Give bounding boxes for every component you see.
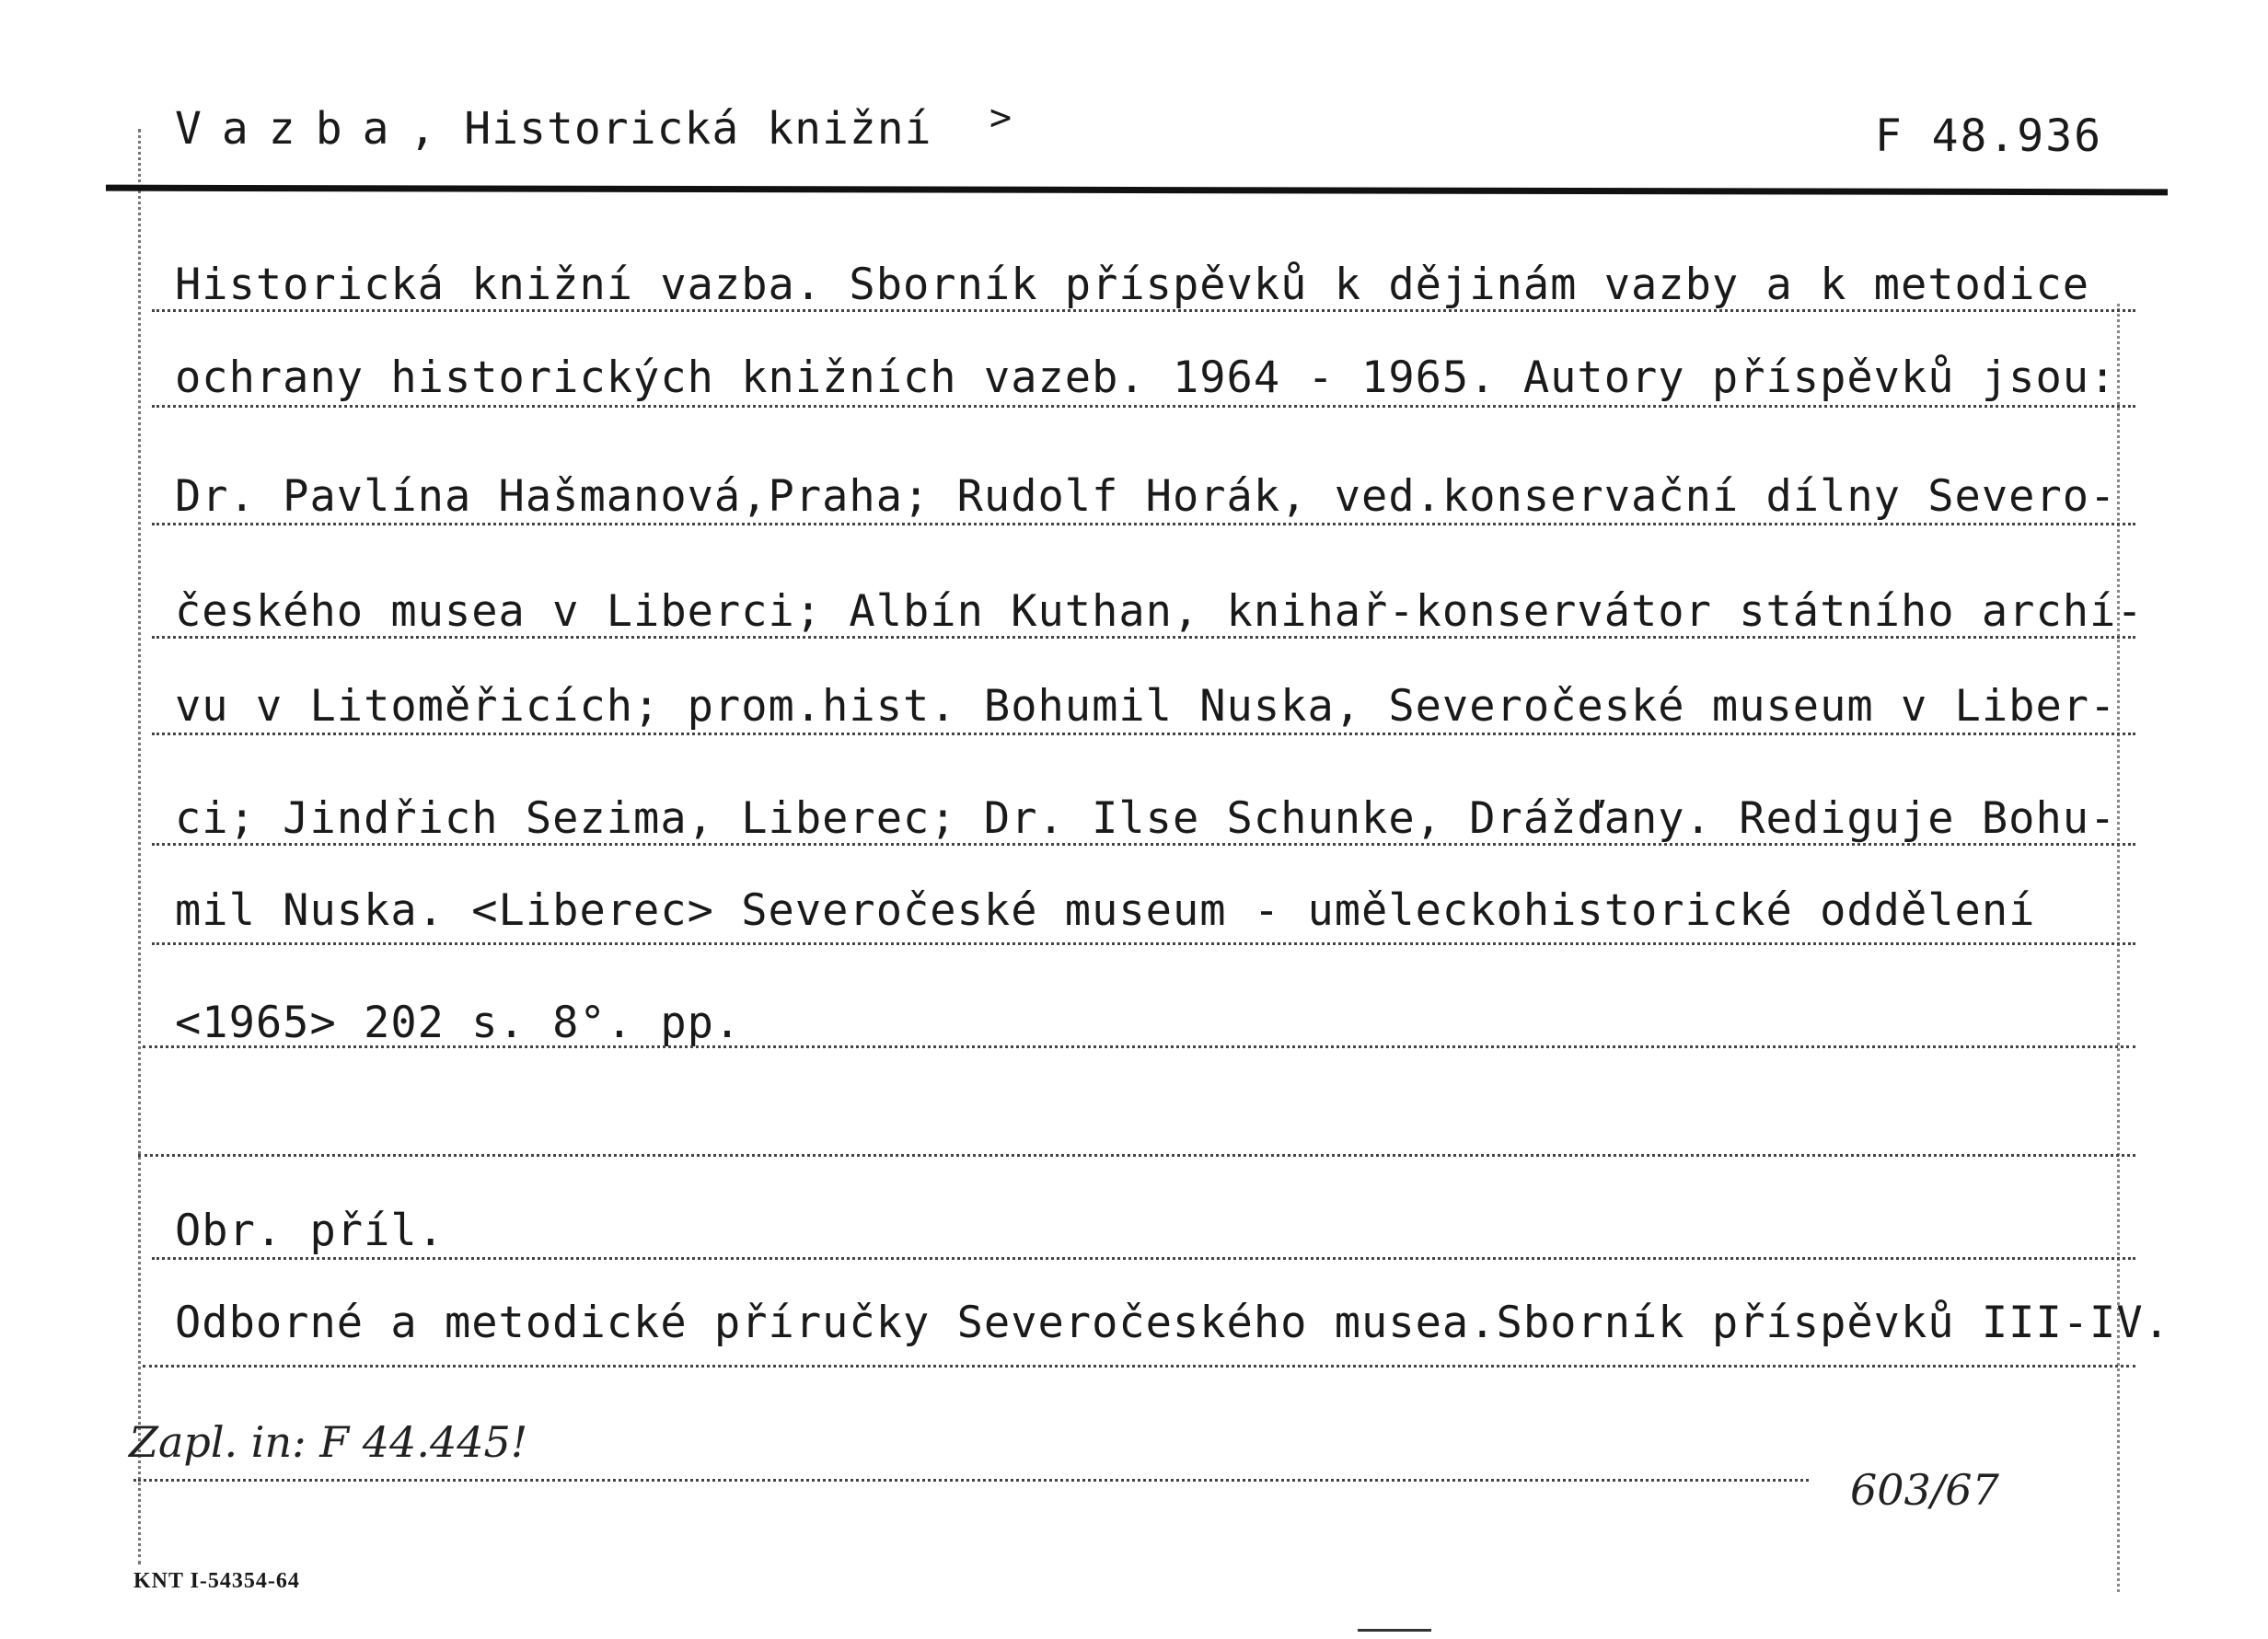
card-heading [175,103,932,155]
ruled-dotted-line [152,636,2135,639]
entry-line-1: Historická knižní vazba. Sborník příspěvků k dějinám vazby a k metodice [175,260,2090,310]
shelf-signature: F 48.936 [1874,110,2102,162]
ruled-dotted-line [133,1479,1809,1482]
ruled-dotted-line [152,1257,2135,1260]
handwritten-note: Zapl. in: F 44.445! [129,1417,528,1467]
ruled-dotted-line [143,1045,2135,1048]
bottom-dash-mark [1358,1629,1431,1632]
heading-subject-rest: , Historická knižní [409,103,932,155]
entry-line-4: českého musea v Liberci; Albín Kuthan, knihař-konservátor státního archí- [175,586,2144,637]
handwritten-number: 603/67 [1850,1465,1999,1515]
ruled-dotted-line [143,1365,2135,1368]
heading-rule [106,185,2168,196]
entry-line-3: Dr. Pavlína Hašmanová,Praha; Rudolf Horák, ved.konservační dílny Severo- [175,471,2117,522]
heading-subject-prefix: Vazba [175,103,410,155]
ruled-dotted-line [152,523,2135,525]
ruled-dotted-line [152,942,2135,945]
ruled-dotted-line [138,1154,2135,1157]
ruled-dotted-line [152,843,2135,846]
entry-line-5: vu v Litoměřicích; prom.hist. Bohumil Nuska, Severočeské museum v Liber- [175,681,2117,732]
entry-line-2: ochrany historických knižních vazeb. 1964 - 1965. Autory příspěvků jsou: [175,352,2117,403]
right-margin-perforation [2117,304,2120,1592]
illustrations-note: Obr. příl. [175,1206,445,1256]
arrow-mark-icon: > [989,97,1012,139]
entry-line-7: mil Nuska. <Liberec> Severočeské museum - uměleckohistorické oddělení [175,885,2036,936]
ruled-dotted-line [152,405,2135,408]
ruled-dotted-line [152,733,2135,735]
entry-line-6: ci; Jindřich Sezima, Liberec; Dr. Ilse Schunke, Drážďany. Rediguje Bohu- [175,793,2117,844]
ruled-dotted-line [152,309,2135,312]
left-margin-perforation [138,129,141,1564]
printer-code: KNT I-54354-64 [133,1569,300,1593]
series-note: Odborné a metodické příručky Severočeského musea.Sborník příspěvků III-IV. [175,1298,2170,1348]
entry-line-8: <1965> 202 s. 8°. pp. [175,998,742,1048]
